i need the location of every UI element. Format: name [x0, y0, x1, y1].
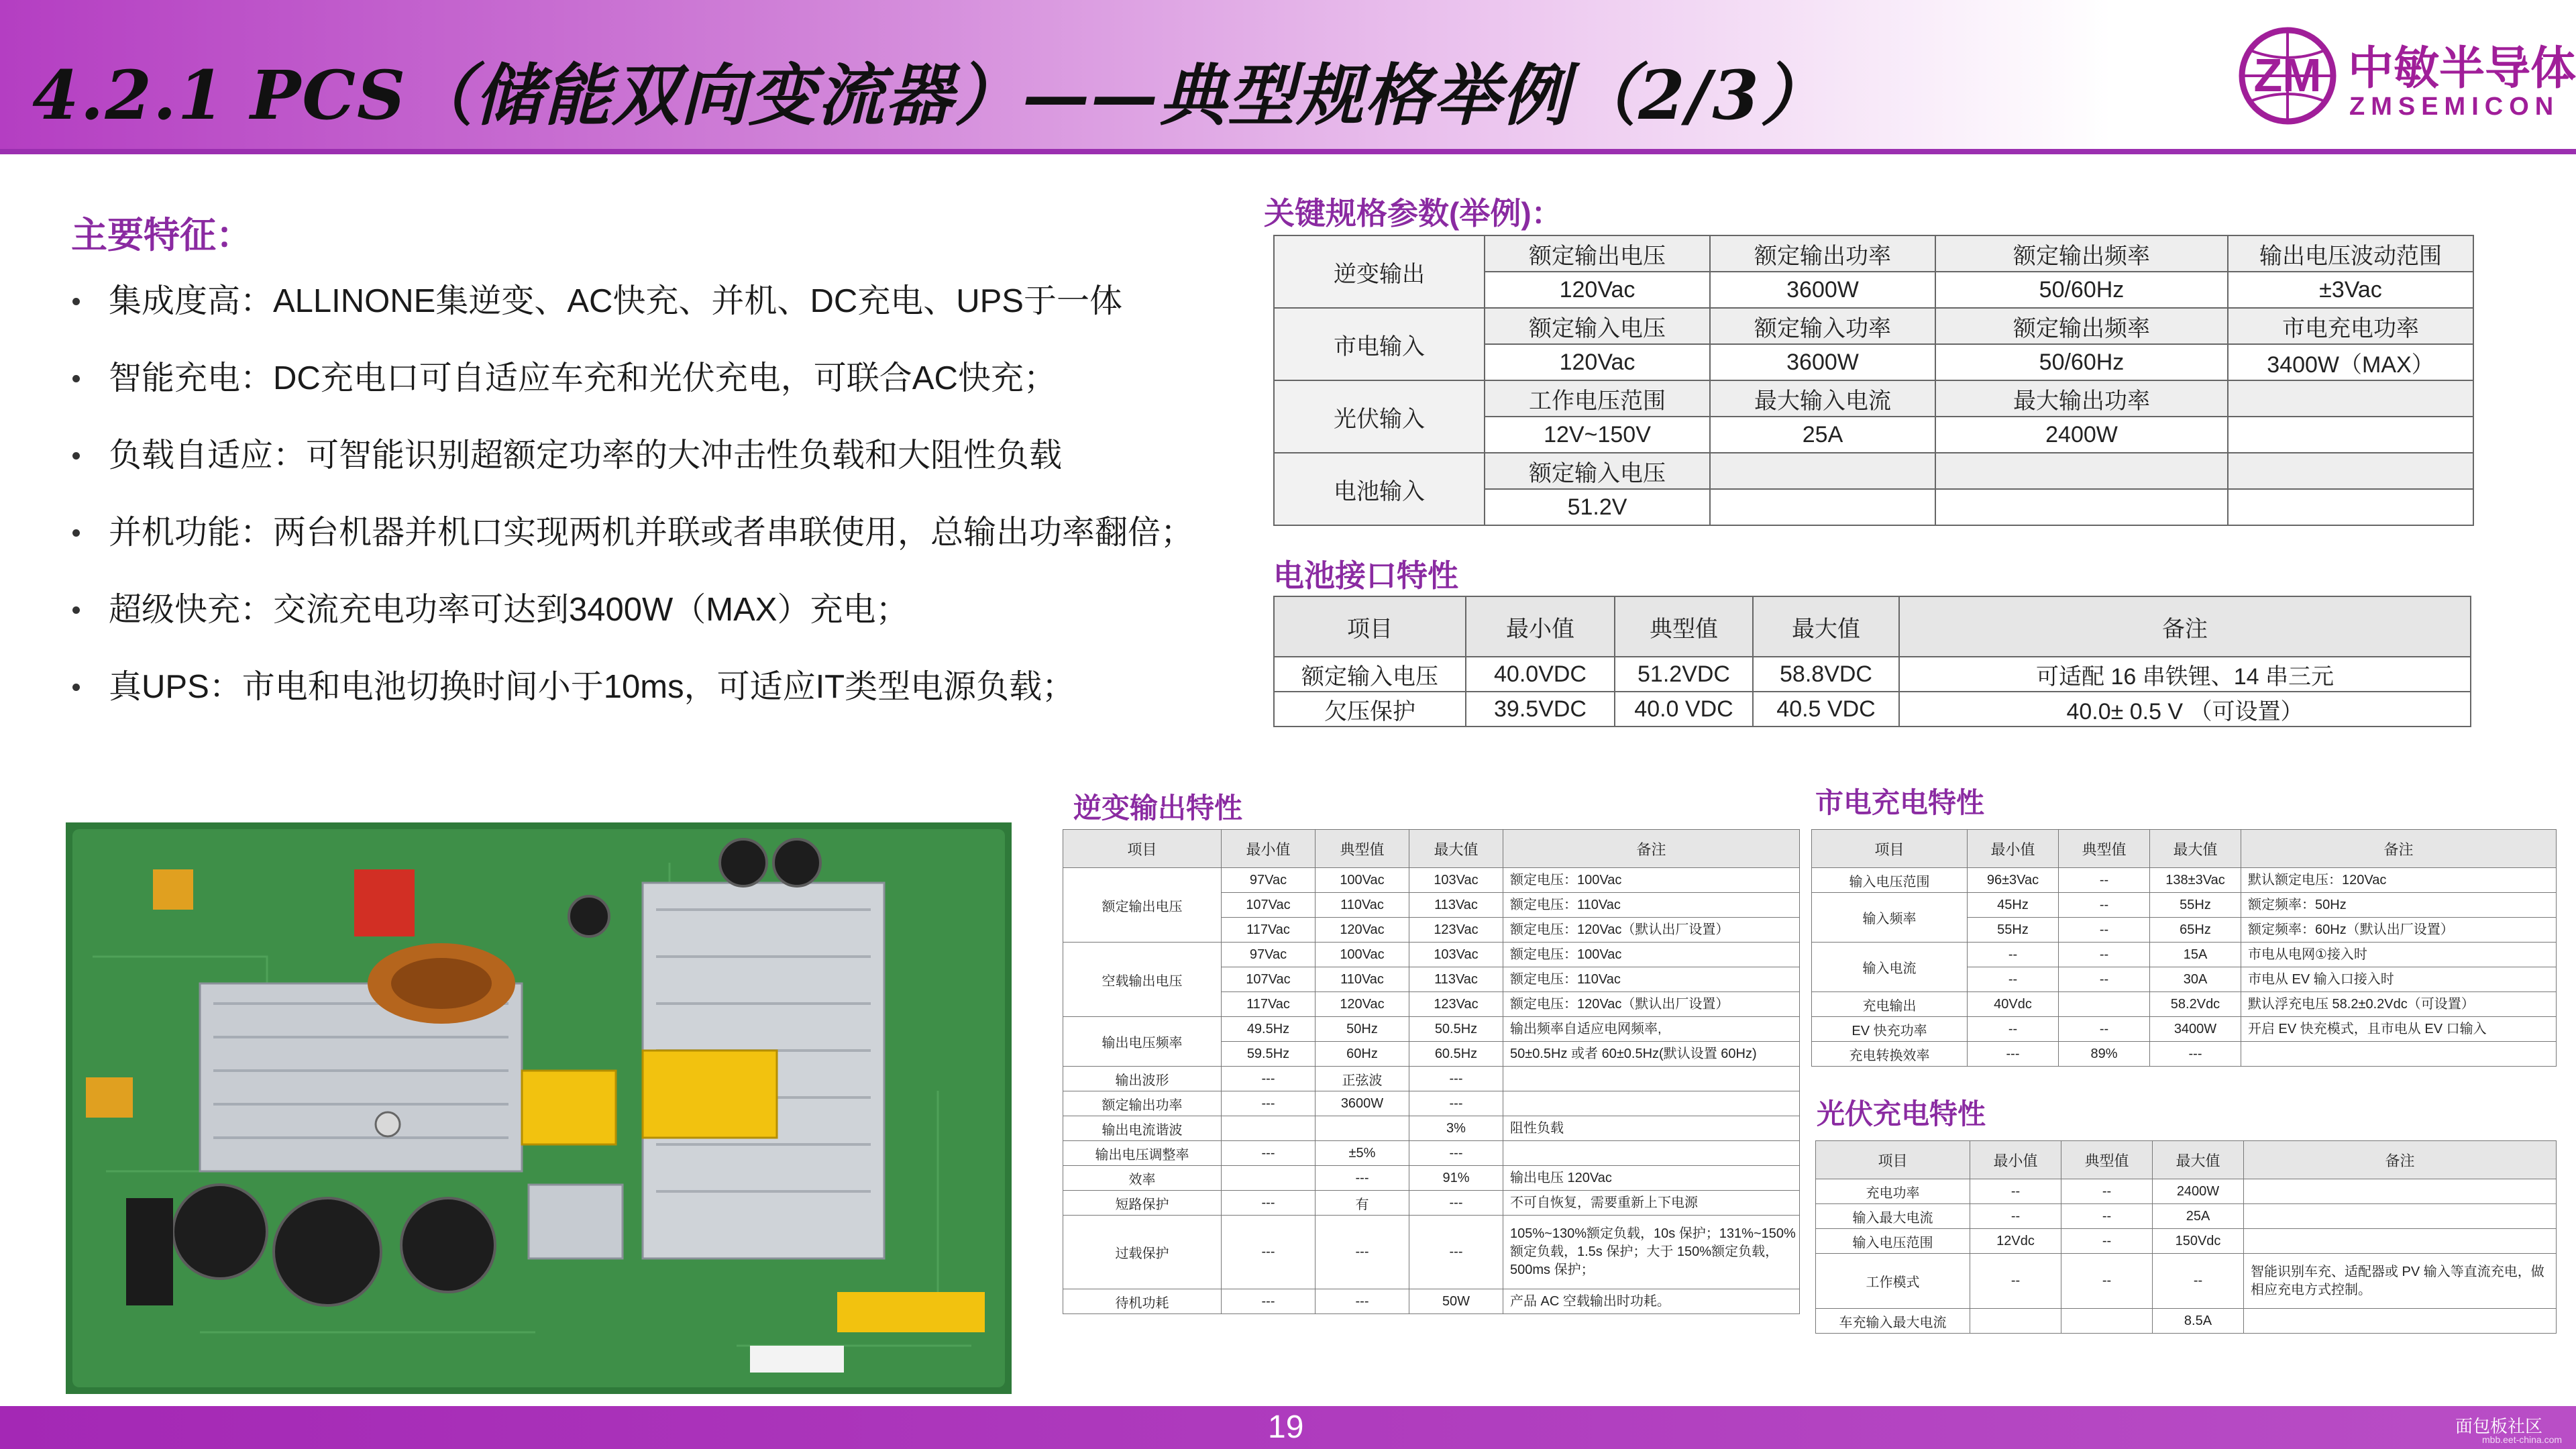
table-cell: 40.5 VDC: [1753, 692, 1899, 727]
table-cell: 65Hz: [2150, 918, 2241, 943]
table-cell: 默认浮充电压 58.2±0.2Vdc（可设置）: [2241, 992, 2557, 1017]
table-cell: ---: [1409, 1216, 1503, 1289]
table-cell: 最小值: [1968, 830, 2059, 868]
table-cell: 3600W: [1710, 344, 1935, 380]
mains-heading: 市电充电特性: [1815, 787, 1985, 818]
table-cell: 最小值: [1970, 1141, 2061, 1179]
table-cell: 3600W: [1710, 272, 1935, 308]
table-cell: 45Hz: [1968, 893, 2059, 918]
table-cell: 100Vac: [1316, 868, 1409, 893]
feature-item: 集成度高：ALLINONE集逆变、AC快充、并机、DC充电、UPS于一体: [67, 282, 1193, 359]
table-cell: ---: [1316, 1166, 1409, 1191]
table-cell: 58.8VDC: [1753, 657, 1899, 692]
bullet-icon: [72, 529, 80, 537]
inverter-heading: 逆变输出特性: [1073, 792, 1243, 824]
table-cell: 123Vac: [1409, 918, 1503, 943]
table-cell: 输出电压频率: [1063, 1017, 1222, 1067]
features-list: [67, 282, 1193, 745]
table-cell: 50±0.5Hz 或者 60±0.5Hz(默认设置 60Hz): [1503, 1042, 1800, 1067]
table-cell: --: [1970, 1254, 2061, 1309]
table-cell: 91%: [1409, 1166, 1503, 1191]
table-cell: 39.5VDC: [1466, 692, 1615, 727]
table-cell: 最大输入电流: [1710, 380, 1935, 417]
table-cell: 8.5A: [2153, 1309, 2244, 1334]
table-cell: 额定电压：100Vac: [1503, 943, 1800, 967]
table-cell: 典型值: [2061, 1141, 2153, 1179]
table-cell: --: [2061, 1179, 2153, 1204]
table-cell: 89%: [2059, 1042, 2150, 1067]
key-specs-table: [1273, 235, 2474, 526]
table-cell: [1970, 1309, 2061, 1334]
table-cell: --: [1968, 967, 2059, 992]
table-cell: 输入电流: [1812, 943, 1968, 992]
table-cell: 103Vac: [1409, 943, 1503, 967]
table-cell: ---: [1222, 1191, 1316, 1216]
table-cell: [1222, 1166, 1316, 1191]
table-cell: 50/60Hz: [1935, 272, 2228, 308]
table-row: [1812, 992, 2557, 1017]
table-cell: 120Vac: [1485, 272, 1710, 308]
table-row: [1812, 868, 2557, 893]
table-cell: 额定输入功率: [1710, 308, 1935, 344]
table-cell: 123Vac: [1409, 992, 1503, 1017]
group-label: 光伏输入: [1274, 380, 1485, 453]
table-cell: 138±3Vac: [2150, 868, 2241, 893]
table-cell: --: [2059, 1017, 2150, 1042]
table-row: [1812, 1042, 2557, 1067]
table-cell: [1222, 1116, 1316, 1141]
battery-heading: 电池接口特性: [1273, 558, 1458, 593]
table-cell: 输入最大电流: [1816, 1204, 1970, 1229]
table-cell: 3400W: [2150, 1017, 2241, 1042]
group-label: 电池输入: [1274, 453, 1485, 525]
table-cell: 车充输入最大电流: [1816, 1309, 1970, 1334]
table-cell: 额定输出功率: [1710, 235, 1935, 272]
table-cell: 12Vdc: [1970, 1229, 2061, 1254]
table-cell: --: [1968, 1017, 2059, 1042]
table-cell: 输出波形: [1063, 1067, 1222, 1091]
battery-table: [1273, 596, 2471, 727]
table-row: [1063, 1289, 1800, 1314]
table-cell: 100Vac: [1316, 943, 1409, 967]
table-cell: 欠压保护: [1274, 692, 1466, 727]
table-cell: 3400W（MAX）: [2228, 344, 2473, 380]
table-cell: 120Vac: [1316, 918, 1409, 943]
table-row: [1063, 1166, 1800, 1191]
table-cell: ---: [1409, 1091, 1503, 1116]
table-cell: 60.5Hz: [1409, 1042, 1503, 1067]
table-cell: 25A: [1710, 417, 1935, 453]
header-divider: [0, 149, 2576, 154]
table-cell: --: [2059, 918, 2150, 943]
table-cell: ---: [1222, 1141, 1316, 1166]
company-logo: [2237, 25, 2338, 126]
bullet-icon: [72, 684, 80, 691]
table-cell: 25A: [2153, 1204, 2244, 1229]
table-cell: 充电功率: [1816, 1179, 1970, 1204]
table-cell: 117Vac: [1222, 918, 1316, 943]
table-cell: 额定电压：110Vac: [1503, 967, 1800, 992]
table-cell: 最小值: [1466, 596, 1615, 657]
watermark-logo: 面包板社区: [2455, 1416, 2543, 1436]
table-cell: 120Vac: [1316, 992, 1409, 1017]
table-cell: 阻性负载: [1503, 1116, 1800, 1141]
table-cell: --: [2061, 1254, 2153, 1309]
table-row: [1063, 1017, 1800, 1042]
table-cell: 15A: [2150, 943, 2241, 967]
table-cell: 49.5Hz: [1222, 1017, 1316, 1042]
table-cell: --: [2061, 1204, 2153, 1229]
table-cell: ±5%: [1316, 1141, 1409, 1166]
table-cell: 113Vac: [1409, 893, 1503, 918]
table-cell: 40.0± 0.5 V （可设置）: [1899, 692, 2471, 727]
table-cell: 额定输入电压: [1485, 308, 1710, 344]
table-cell: 50Hz: [1316, 1017, 1409, 1042]
table-cell: 12V~150V: [1485, 417, 1710, 453]
table-cell: 工作电压范围: [1485, 380, 1710, 417]
page-title: 4.2.1 PCS（储能双向变流器）——典型规格举例（2/3）: [32, 56, 1829, 135]
table-cell: 不可自恢复，需要重新上下电源: [1503, 1191, 1800, 1216]
table-cell: 有: [1316, 1191, 1409, 1216]
table-cell: 项目: [1063, 830, 1222, 868]
table-row: [1816, 1204, 2557, 1229]
table-cell: 55Hz: [1968, 918, 2059, 943]
table-row: [1063, 1091, 1800, 1116]
table-cell: ---: [1409, 1141, 1503, 1166]
table-cell: 55Hz: [2150, 893, 2241, 918]
table-cell: 产品 AC 空载输出时功耗。: [1503, 1289, 1800, 1314]
table-row: [1063, 943, 1800, 967]
table-row: [1812, 893, 2557, 918]
table-row: [1063, 1191, 1800, 1216]
table-cell: 效率: [1063, 1166, 1222, 1191]
bullet-icon: [72, 606, 80, 614]
table-cell: --: [1970, 1204, 2061, 1229]
feature-item: 真UPS：市电和电池切换时间小于10ms，可适应IT类型电源负载；: [67, 667, 1193, 745]
table-cell: 最小值: [1222, 830, 1316, 868]
feature-item: 超级快充：交流充电功率可达到3400W（MAX）充电；: [67, 590, 1193, 667]
table-cell: ---: [2150, 1042, 2241, 1067]
table-cell: [1503, 1141, 1800, 1166]
table-cell: 2400W: [2153, 1179, 2244, 1204]
table-cell: --: [1968, 943, 2059, 967]
table-cell: 额定频率：50Hz: [2241, 893, 2557, 918]
table-cell: ---: [1409, 1191, 1503, 1216]
table-row: [1274, 657, 2471, 692]
table-row: [1063, 1116, 1800, 1141]
inverter-table: [1063, 829, 1800, 1314]
table-cell: 50W: [1409, 1289, 1503, 1314]
feature-item: 智能充电：DC充电口可自适应车充和光伏充电，可联合AC快充；: [67, 359, 1193, 436]
table-cell: 113Vac: [1409, 967, 1503, 992]
table-cell: 60Hz: [1316, 1042, 1409, 1067]
table-cell: 市电充电功率: [2228, 308, 2473, 344]
table-cell: 额定输出电压: [1063, 868, 1222, 943]
table-cell: EV 快充功率: [1812, 1017, 1968, 1042]
table-cell: 额定输出功率: [1063, 1091, 1222, 1116]
table-cell: 51.2VDC: [1615, 657, 1753, 692]
table-cell: 额定输出频率: [1935, 235, 2228, 272]
table-cell: ---: [1222, 1289, 1316, 1314]
table-cell: 输出电压调整率: [1063, 1141, 1222, 1166]
table-cell: [1935, 453, 2228, 489]
table-cell: 最大值: [1409, 830, 1503, 868]
table-cell: 117Vac: [1222, 992, 1316, 1017]
table-cell: ±3Vac: [2228, 272, 2473, 308]
table-cell: 51.2V: [1485, 489, 1710, 525]
table-cell: 额定频率：60Hz（默认出厂设置）: [2241, 918, 2557, 943]
table-cell: ---: [1222, 1067, 1316, 1091]
table-cell: 正弦波: [1316, 1067, 1409, 1091]
table-cell: 典型值: [1615, 596, 1753, 657]
bullet-icon: [72, 298, 80, 305]
table-cell: 50.5Hz: [1409, 1017, 1503, 1042]
table-cell: 智能识别车充、适配器或 PV 输入等直流充电，做相应充电方式控制。: [2244, 1254, 2557, 1309]
table-row: [1812, 943, 2557, 967]
table-cell: 3600W: [1316, 1091, 1409, 1116]
table-cell: 额定电压：100Vac: [1503, 868, 1800, 893]
logo-chinese-name: 中敏半导体: [2348, 43, 2576, 94]
table-row: [1816, 1309, 2557, 1334]
table-cell: [1710, 489, 1935, 525]
table-cell: 输入电压范围: [1812, 868, 1968, 893]
table-cell: 50/60Hz: [1935, 344, 2228, 380]
table-cell: [1503, 1091, 1800, 1116]
table-cell: 备注: [2241, 830, 2557, 868]
table-cell: ---: [1222, 1216, 1316, 1289]
table-cell: 项目: [1816, 1141, 1970, 1179]
table-cell: ---: [1316, 1289, 1409, 1314]
table-cell: 40.0VDC: [1466, 657, 1615, 692]
table-cell: 空载输出电压: [1063, 943, 1222, 1017]
table-cell: 市电从电网①接入时: [2241, 943, 2557, 967]
watermark-url: mbb.eet-china.com: [2482, 1434, 2563, 1445]
table-row: [1816, 1229, 2557, 1254]
table-cell: 典型值: [2059, 830, 2150, 868]
table-cell: 最大输出功率: [1935, 380, 2228, 417]
table-cell: 59.5Hz: [1222, 1042, 1316, 1067]
feature-item: 负载自适应：可智能识别超额定功率的大冲击性负载和大阻性负载: [67, 436, 1193, 513]
table-cell: [2244, 1204, 2557, 1229]
table-cell: ---: [1968, 1042, 2059, 1067]
table-cell: 输入电压范围: [1816, 1229, 1970, 1254]
table-cell: 备注: [1899, 596, 2471, 657]
table-cell: 额定输入电压: [1274, 657, 1466, 692]
table-cell: [2228, 489, 2473, 525]
table-row: [1063, 1141, 1800, 1166]
table-cell: [2244, 1179, 2557, 1204]
table-cell: 工作模式: [1816, 1254, 1970, 1309]
table-cell: 30A: [2150, 967, 2241, 992]
pcb-board-photo: [66, 822, 1012, 1394]
table-cell: --: [2059, 943, 2150, 967]
table-cell: --: [2153, 1254, 2244, 1309]
table-cell: 120Vac: [1485, 344, 1710, 380]
table-cell: [1503, 1067, 1800, 1091]
table-cell: 额定输出频率: [1935, 308, 2228, 344]
table-cell: [2061, 1309, 2153, 1334]
key-specs-heading: 关键规格参数(举例)：: [1264, 196, 1562, 231]
page-number: 19: [1268, 1409, 1304, 1445]
pv-table: [1815, 1140, 2557, 1334]
table-cell: 105%~130%额定负载，10s 保护；131%~150%额定负载，1.5s 保护；大于 150%额定负载，500ms 保护；: [1503, 1216, 1800, 1289]
table-cell: 最大值: [2153, 1141, 2244, 1179]
group-label: 市电输入: [1274, 308, 1485, 380]
table-row: [1063, 1216, 1800, 1289]
table-cell: 40Vdc: [1968, 992, 2059, 1017]
bullet-icon: [72, 452, 80, 460]
table-cell: 110Vac: [1316, 893, 1409, 918]
table-cell: --: [2059, 868, 2150, 893]
table-row: [1063, 868, 1800, 893]
table-cell: 输出电流谐波: [1063, 1116, 1222, 1141]
bullet-icon: [72, 375, 80, 382]
features-heading: 主要特征：: [71, 215, 252, 256]
table-cell: --: [2061, 1229, 2153, 1254]
svg-text:ZM: ZM: [2253, 49, 2322, 101]
table-cell: [2241, 1042, 2557, 1067]
table-cell: 备注: [2244, 1141, 2557, 1179]
logo-english-name: ZMSEMICON: [2349, 93, 2560, 121]
table-cell: [1316, 1116, 1409, 1141]
table-cell: ---: [1316, 1216, 1409, 1289]
table-cell: 短路保护: [1063, 1191, 1222, 1216]
table-cell: [2244, 1229, 2557, 1254]
table-cell: [2228, 380, 2473, 417]
table-cell: 过载保护: [1063, 1216, 1222, 1289]
table-cell: 充电输出: [1812, 992, 1968, 1017]
table-cell: 额定输入电压: [1485, 453, 1710, 489]
table-cell: 典型值: [1316, 830, 1409, 868]
table-cell: 待机功耗: [1063, 1289, 1222, 1314]
table-cell: ---: [1409, 1067, 1503, 1091]
table-row: [1063, 1067, 1800, 1091]
table-cell: 市电从 EV 输入口接入时: [2241, 967, 2557, 992]
table-row: [1274, 692, 2471, 727]
table-cell: [1935, 489, 2228, 525]
table-cell: 项目: [1274, 596, 1466, 657]
table-cell: 110Vac: [1316, 967, 1409, 992]
table-cell: 最大值: [2150, 830, 2241, 868]
table-cell: 额定电压：120Vac（默认出厂设置）: [1503, 992, 1800, 1017]
table-cell: 3%: [1409, 1116, 1503, 1141]
table-cell: 58.2Vdc: [2150, 992, 2241, 1017]
table-row: [1812, 1017, 2557, 1042]
table-cell: 充电转换效率: [1812, 1042, 1968, 1067]
table-cell: [2228, 453, 2473, 489]
table-cell: 输出电压波动范围: [2228, 235, 2473, 272]
table-row: [1816, 1254, 2557, 1309]
table-cell: 备注: [1503, 830, 1800, 868]
table-cell: 输出电压 120Vac: [1503, 1166, 1800, 1191]
table-cell: --: [1970, 1179, 2061, 1204]
table-row: [1816, 1179, 2557, 1204]
table-cell: 输出频率自适应电网频率,: [1503, 1017, 1800, 1042]
pv-heading: 光伏充电特性: [1817, 1098, 1986, 1130]
table-cell: [1710, 453, 1935, 489]
table-cell: 额定输出电压: [1485, 235, 1710, 272]
table-cell: 输入频率: [1812, 893, 1968, 943]
table-cell: 最大值: [1753, 596, 1899, 657]
table-cell: --: [2059, 967, 2150, 992]
group-label: 逆变输出: [1274, 235, 1485, 308]
table-cell: --: [2059, 893, 2150, 918]
table-cell: 额定电压：120Vac（默认出厂设置）: [1503, 918, 1800, 943]
table-cell: 96±3Vac: [1968, 868, 2059, 893]
mains-table: [1811, 829, 2557, 1067]
table-cell: 额定电压：110Vac: [1503, 893, 1800, 918]
table-cell: 150Vdc: [2153, 1229, 2244, 1254]
table-cell: 默认额定电压：120Vac: [2241, 868, 2557, 893]
table-cell: 97Vac: [1222, 868, 1316, 893]
table-cell: ---: [1222, 1091, 1316, 1116]
table-cell: 97Vac: [1222, 943, 1316, 967]
table-cell: 107Vac: [1222, 893, 1316, 918]
table-cell: 可适配 16 串铁锂、14 串三元: [1899, 657, 2471, 692]
table-cell: [2228, 417, 2473, 453]
feature-item: 并机功能：两台机器并机口实现两机并联或者串联使用，总输出功率翻倍；: [67, 513, 1193, 590]
table-cell: 40.0 VDC: [1615, 692, 1753, 727]
table-cell: 2400W: [1935, 417, 2228, 453]
table-cell: [2244, 1309, 2557, 1334]
table-cell: 103Vac: [1409, 868, 1503, 893]
table-cell: 项目: [1812, 830, 1968, 868]
table-cell: 开启 EV 快充模式，且市电从 EV 口输入: [2241, 1017, 2557, 1042]
table-cell: 107Vac: [1222, 967, 1316, 992]
table-cell: [2059, 992, 2150, 1017]
